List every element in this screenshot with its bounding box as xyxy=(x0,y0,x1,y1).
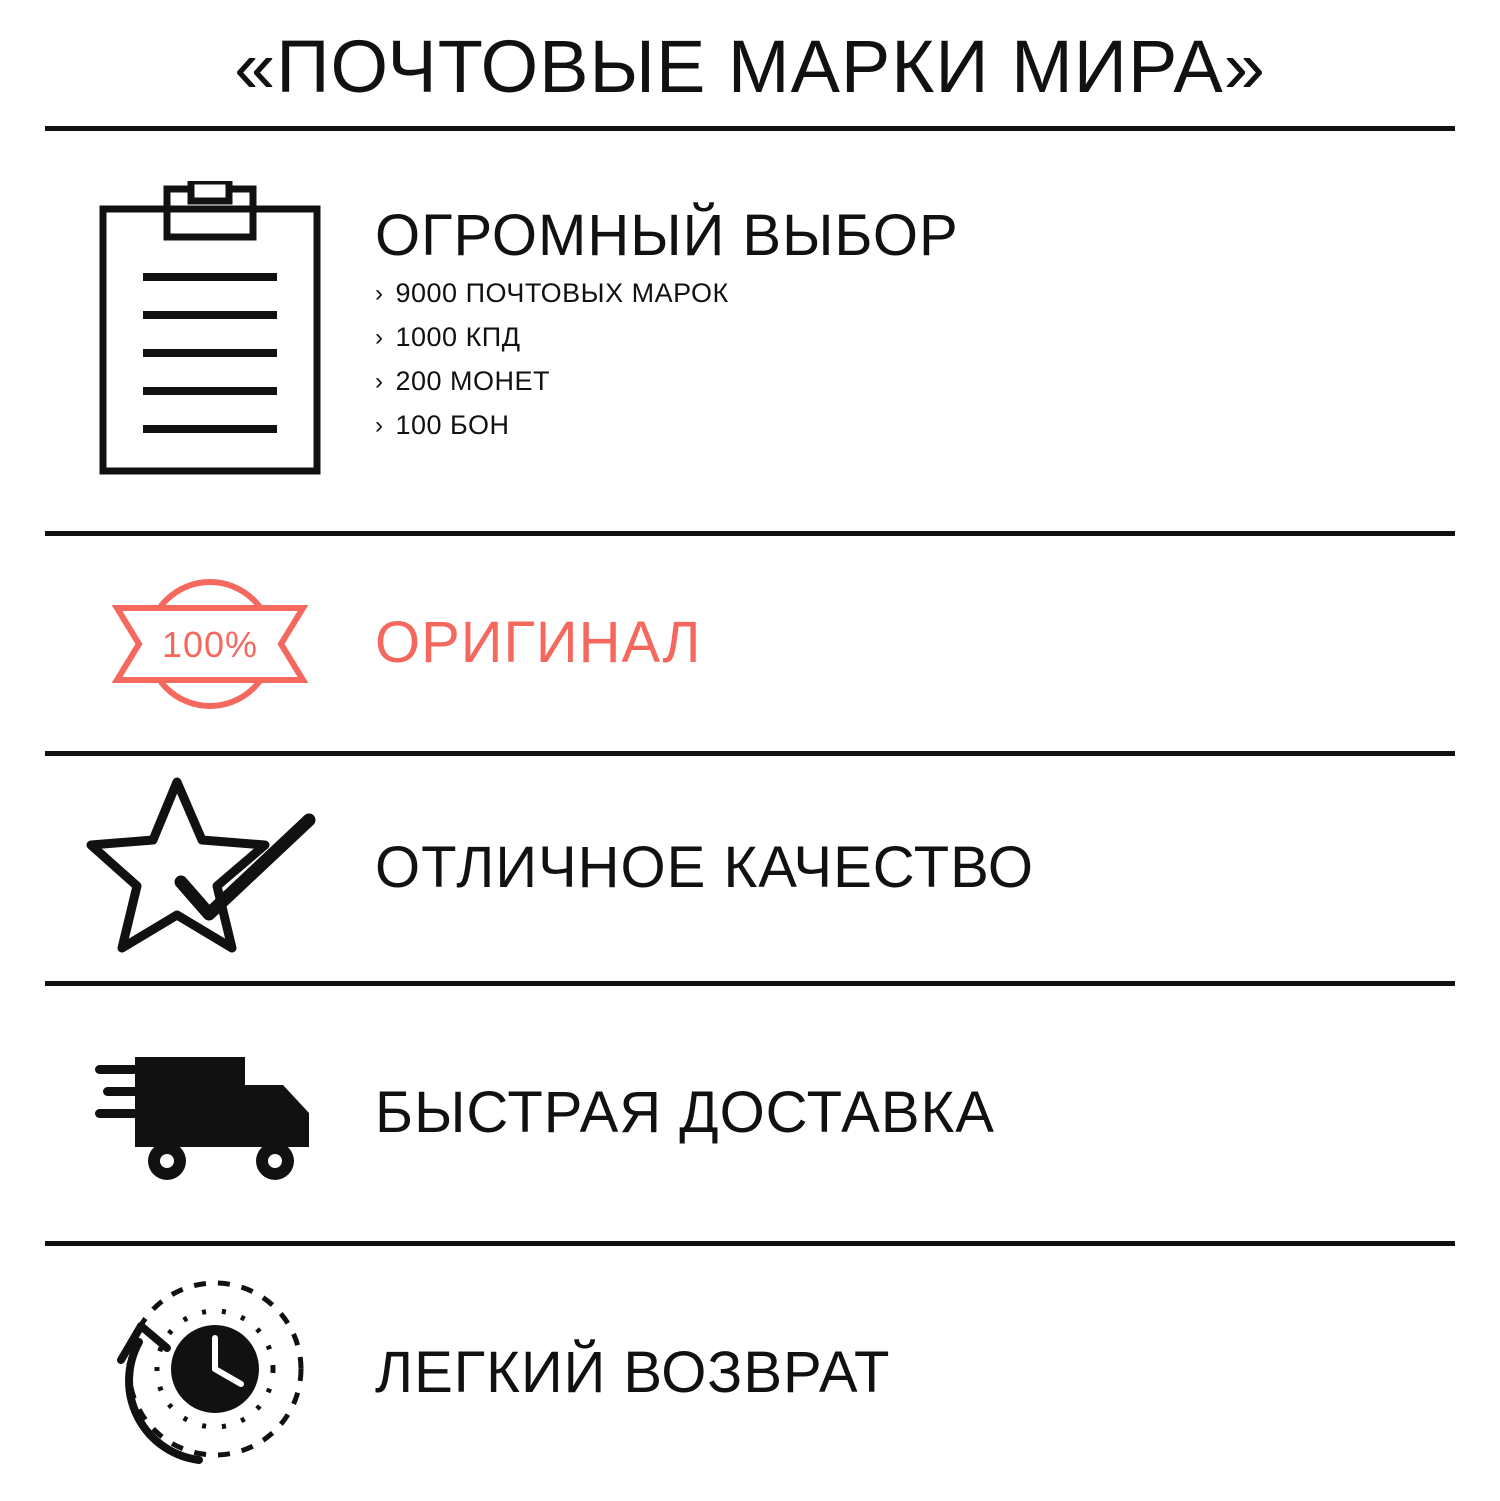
feature-text-quality xyxy=(375,835,1455,901)
header xyxy=(45,0,1455,108)
clock-return-arrow-icon xyxy=(45,1264,375,1484)
feature-row-return xyxy=(45,1246,1455,1501)
feature-title: ОГРОМНЫЙ ВЫБОР xyxy=(375,202,959,268)
feature-text-return xyxy=(375,1340,1455,1406)
list-item xyxy=(375,280,1455,307)
feature-title: ОТЛИЧНОЕ КАЧЕСТВО xyxy=(375,835,1035,901)
feature-text-original xyxy=(375,610,1455,676)
page-title: «ПОЧТОВЫЕ МАРКИ МИРА» xyxy=(234,25,1266,108)
chevron-right-icon: › xyxy=(375,411,384,439)
feature-row-huge-selection xyxy=(45,131,1455,531)
chevron-right-icon: › xyxy=(375,367,384,395)
list-item xyxy=(375,368,1455,395)
clipboard-icon xyxy=(45,181,375,481)
list-item xyxy=(375,412,1455,439)
feature-text-delivery xyxy=(375,1080,1455,1146)
svg-text:100%: 100% xyxy=(161,623,258,665)
chevron-right-icon: › xyxy=(375,279,384,307)
list-item-label: 9000 ПОЧТОВЫХ МАРОК xyxy=(395,278,729,309)
feature-title: ОРИГИНАЛ xyxy=(375,610,702,676)
chevron-right-icon: › xyxy=(375,323,384,351)
feature-title: ЛЕГКИЙ ВОЗВРАТ xyxy=(375,1340,891,1406)
feature-title: БЫСТРАЯ ДОСТАВКА xyxy=(375,1080,995,1146)
badge-100-percent-icon xyxy=(45,564,375,724)
star-check-icon xyxy=(45,774,375,964)
list-item-label: 100 БОН xyxy=(395,410,510,441)
list-item-label: 200 МОНЕТ xyxy=(395,366,551,397)
list-item-label: 1000 КПД xyxy=(395,322,521,353)
feature-text-huge-selection xyxy=(375,202,1455,457)
list-item xyxy=(375,324,1455,351)
feature-bullet-list xyxy=(375,280,1455,456)
feature-row-original xyxy=(45,536,1455,751)
feature-row-delivery xyxy=(45,986,1455,1241)
delivery-truck-icon xyxy=(45,1039,375,1189)
feature-row-quality xyxy=(45,756,1455,981)
